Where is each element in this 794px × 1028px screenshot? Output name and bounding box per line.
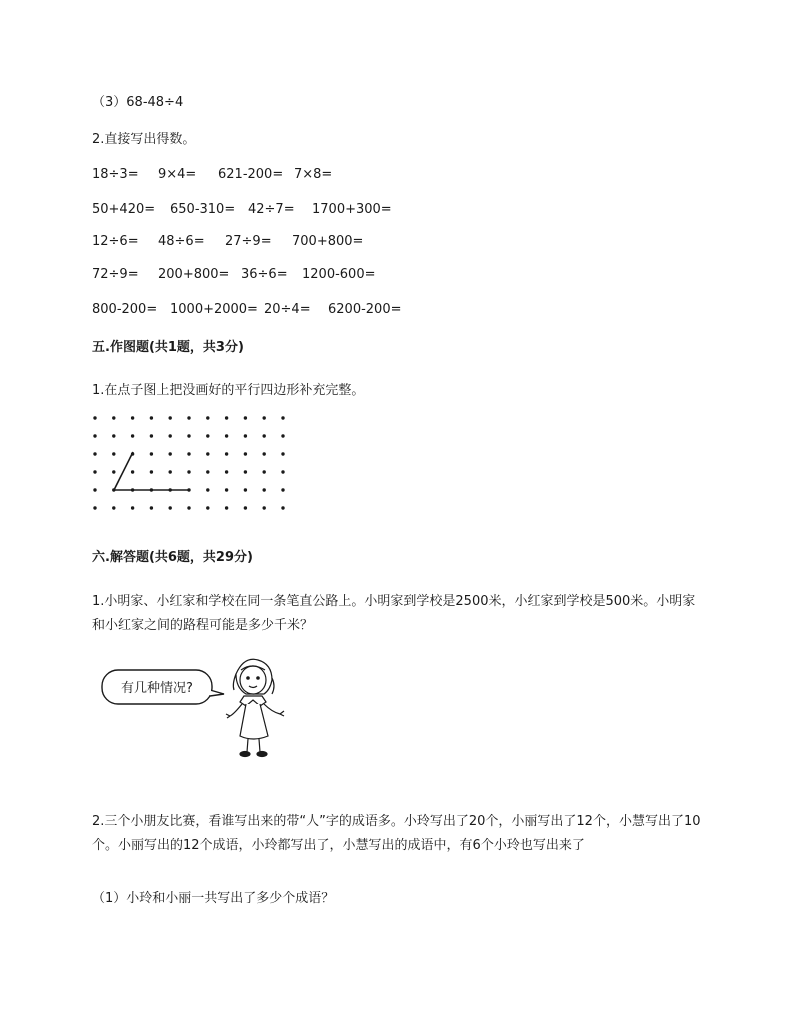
grid-dot [244,434,247,437]
grid-dot [263,506,266,509]
grid-dot [150,434,153,437]
calc-item: 12÷6= [92,234,139,249]
calc-item: 42÷7= [248,202,295,217]
grid-dot [206,434,209,437]
grid-dot [225,434,228,437]
grid-dot [225,452,228,455]
grid-dot [187,416,190,419]
question-2-title: 2.直接写出得数。 [92,132,196,147]
grid-dot [187,506,190,509]
grid-dot [112,434,115,437]
speech-bubble-text: 有几种情况? [121,681,193,696]
grid-dot [169,434,172,437]
calc-item: 621-200= [218,167,284,182]
grid-dot [206,470,209,473]
calc-item: 27÷9= [225,234,272,249]
calc-item: 9×4= [158,167,197,182]
grid-dot [225,506,228,509]
grid-dot [225,416,228,419]
grid-dot [281,452,284,455]
calc-item: 7×8= [294,167,333,182]
girl-figure [226,659,284,756]
grid-dot [263,416,266,419]
grid-dot [206,488,209,491]
grid-dot [225,470,228,473]
calc-item: 20÷4= [264,302,311,317]
grid-dot [263,452,266,455]
grid-dot [150,506,153,509]
calc-item: 50+420= [92,202,156,217]
grid-dot [281,506,284,509]
grid-dot [169,416,172,419]
dot-grid-figure [86,410,332,516]
section-6-question-2: 2.三个小朋友比赛，看谁写出来的带“人”字的成语多。小玲写出了20个，小丽写出了12个，小慧写出了10个。小丽写出的12个成语，小玲都写出了，小慧写出的成语中，有6个小玲也写出来了 [92,814,701,853]
grid-dot [169,506,172,509]
grid-dot [244,470,247,473]
grid-dot [187,470,190,473]
speech-bubble [102,670,224,704]
grid-dot [244,452,247,455]
grid-dot [206,452,209,455]
grid-dot [244,488,247,491]
grid-dot [225,488,228,491]
grid-dot [131,416,134,419]
grid-dot [169,470,172,473]
calc-item: 36÷6= [241,267,288,282]
grid-dot [281,470,284,473]
grid-dot [244,506,247,509]
calc-item: 18÷3= [92,167,139,182]
grid-dot [131,470,134,473]
grid-dot [263,488,266,491]
grid-dot [112,452,115,455]
calc-item: 1700+300= [312,202,392,217]
grid-dot [281,488,284,491]
calc-item: 200+800= [158,267,230,282]
grid-dot [187,434,190,437]
dot-grid [93,416,284,509]
grid-dot [187,452,190,455]
section-5-question-1: 1.在点子图上把没画好的平行四边形补充完整。 [92,383,365,398]
section-6-question-2-sub-1: （1）小玲和小丽一共写出了多少个成语？ [92,891,335,906]
grid-dot [281,416,284,419]
calc-item: 72÷9= [92,267,139,282]
item-3-expression: （3）68-48÷4 [92,95,184,110]
calc-item: 6200-200= [328,302,402,317]
grid-dot [169,452,172,455]
grid-dot [206,416,209,419]
grid-dot [112,506,115,509]
calc-item: 800-200= [92,302,158,317]
section-5-heading: 五.作图题(共1题，共3分) [92,340,244,355]
parallelogram-side-edge [114,452,133,490]
grid-dot [263,434,266,437]
calc-item: 650-310= [170,202,236,217]
calc-item: 48÷6= [158,234,205,249]
calc-item: 700+800= [292,234,364,249]
grid-dot [93,452,96,455]
grid-dot [150,470,153,473]
grid-dot [131,506,134,509]
grid-dot [93,416,96,419]
grid-dot [150,416,153,419]
grid-dot [112,416,115,419]
grid-dot [281,434,284,437]
grid-dot [150,452,153,455]
grid-dot [93,434,96,437]
grid-dot [263,470,266,473]
grid-dot [206,506,209,509]
grid-dot [112,470,115,473]
grid-dot [244,416,247,419]
grid-dot [93,488,96,491]
grid-dot [93,470,96,473]
girl-illustration [96,656,306,760]
calc-item: 1200-600= [302,267,376,282]
grid-dot [131,434,134,437]
section-6-heading: 六.解答题(共6题，共29分) [92,550,253,565]
calc-item: 1000+2000= [170,302,258,317]
section-6-question-1: 1.小明家、小红家和学校在同一条笔直公路上。小明家到学校是2500米，小红家到学校是500米。小明家和小红家之间的路程可能是多少千米？ [92,594,696,633]
grid-dot [93,506,96,509]
